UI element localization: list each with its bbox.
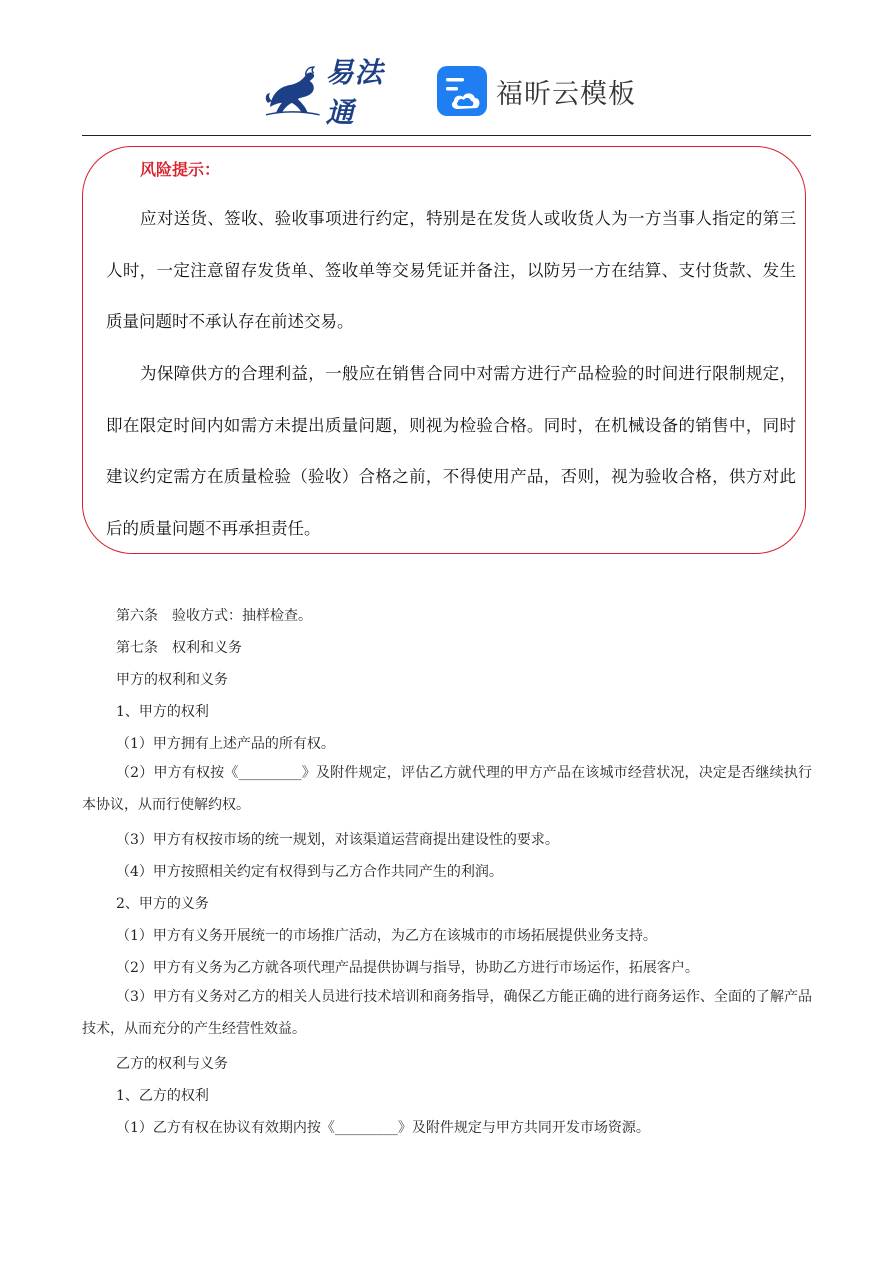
party-a-right-3: （3）甲方有权按市场的统一规划，对该渠道运营商提出建设性的要求。 (116, 832, 559, 848)
qilin-icon (262, 63, 322, 119)
party-a-duty-3: （3）甲方有义务对乙方的相关人员进行技术培训和商务指导，确保乙方能正确的进行商务运作、全面的了解产品技术，从而充分的产生经营性效益。 (82, 989, 812, 1037)
risk-paragraph: 为保障供方的合理利益，一般应在销售合同中对需方进行产品检验的时间进行限制规定，即在限定时间内如需方未提出质量问题，则视为检验合格。同时，在机械设备的销售中，同时建议约定需方在质量检验（验收）合格之前，不得使用产品，否则，视为验收合格，供方对此后的质量问题不再承担责任。 (106, 364, 796, 538)
article-6: 第六条 验收方式：抽样检查。 (116, 608, 312, 624)
header-divider (82, 135, 811, 136)
party-a-duty-1: （1）甲方有义务开展统一的市场推广活动，为乙方在该城市的市场拓展提供业务支持。 (116, 928, 657, 944)
party-a-rights-heading: 1、甲方的权利 (116, 704, 209, 720)
yifatong-logo (262, 56, 412, 129)
cloud-doc-icon (436, 65, 488, 117)
party-a-right-2: （2）甲方有权按《_________》及附件规定，评估乙方就代理的甲方产品在该城市经营状况，决定是否继续执行本协议，从而行使解约权。 (82, 765, 812, 813)
party-a-heading: 甲方的权利和义务 (116, 672, 228, 688)
risk-notice-title: 风险提示： (140, 160, 221, 179)
party-b-right-1: （1）乙方有权在协议有效期内按《_________》及附件规定与甲方共同开发市场资源。 (116, 1120, 650, 1136)
yifatong-logo-text: 易法通 (325, 56, 384, 129)
fuxin-logo (436, 63, 636, 119)
party-a-duties-heading: 2、甲方的义务 (116, 896, 209, 912)
article-7: 第七条 权利和义务 (116, 640, 242, 656)
party-b-rights-heading: 1、乙方的权利 (116, 1088, 209, 1104)
party-a-right-1: （1）甲方拥有上述产品的所有权。 (116, 736, 335, 752)
party-a-right-4: （4）甲方按照相关约定有权得到与乙方合作共同产生的利润。 (116, 864, 503, 880)
fuxin-logo-text: 福昕云模板 (496, 78, 636, 110)
page-header (0, 55, 893, 129)
party-b-heading: 乙方的权利与义务 (116, 1056, 228, 1072)
risk-paragraph: 应对送货、签收、验收事项进行约定，特别是在发货人或收货人为一方当事人指定的第三人时，一定注意留存发货单、签收单等交易凭证并备注，以防另一方在结算、支付货款、发生质量问题时不承认存在前述交易。 (106, 209, 796, 331)
party-a-duty-2: （2）甲方有义务为乙方就各项代理产品提供协调与指导，协助乙方进行市场运作，拓展客户。 (116, 960, 699, 976)
